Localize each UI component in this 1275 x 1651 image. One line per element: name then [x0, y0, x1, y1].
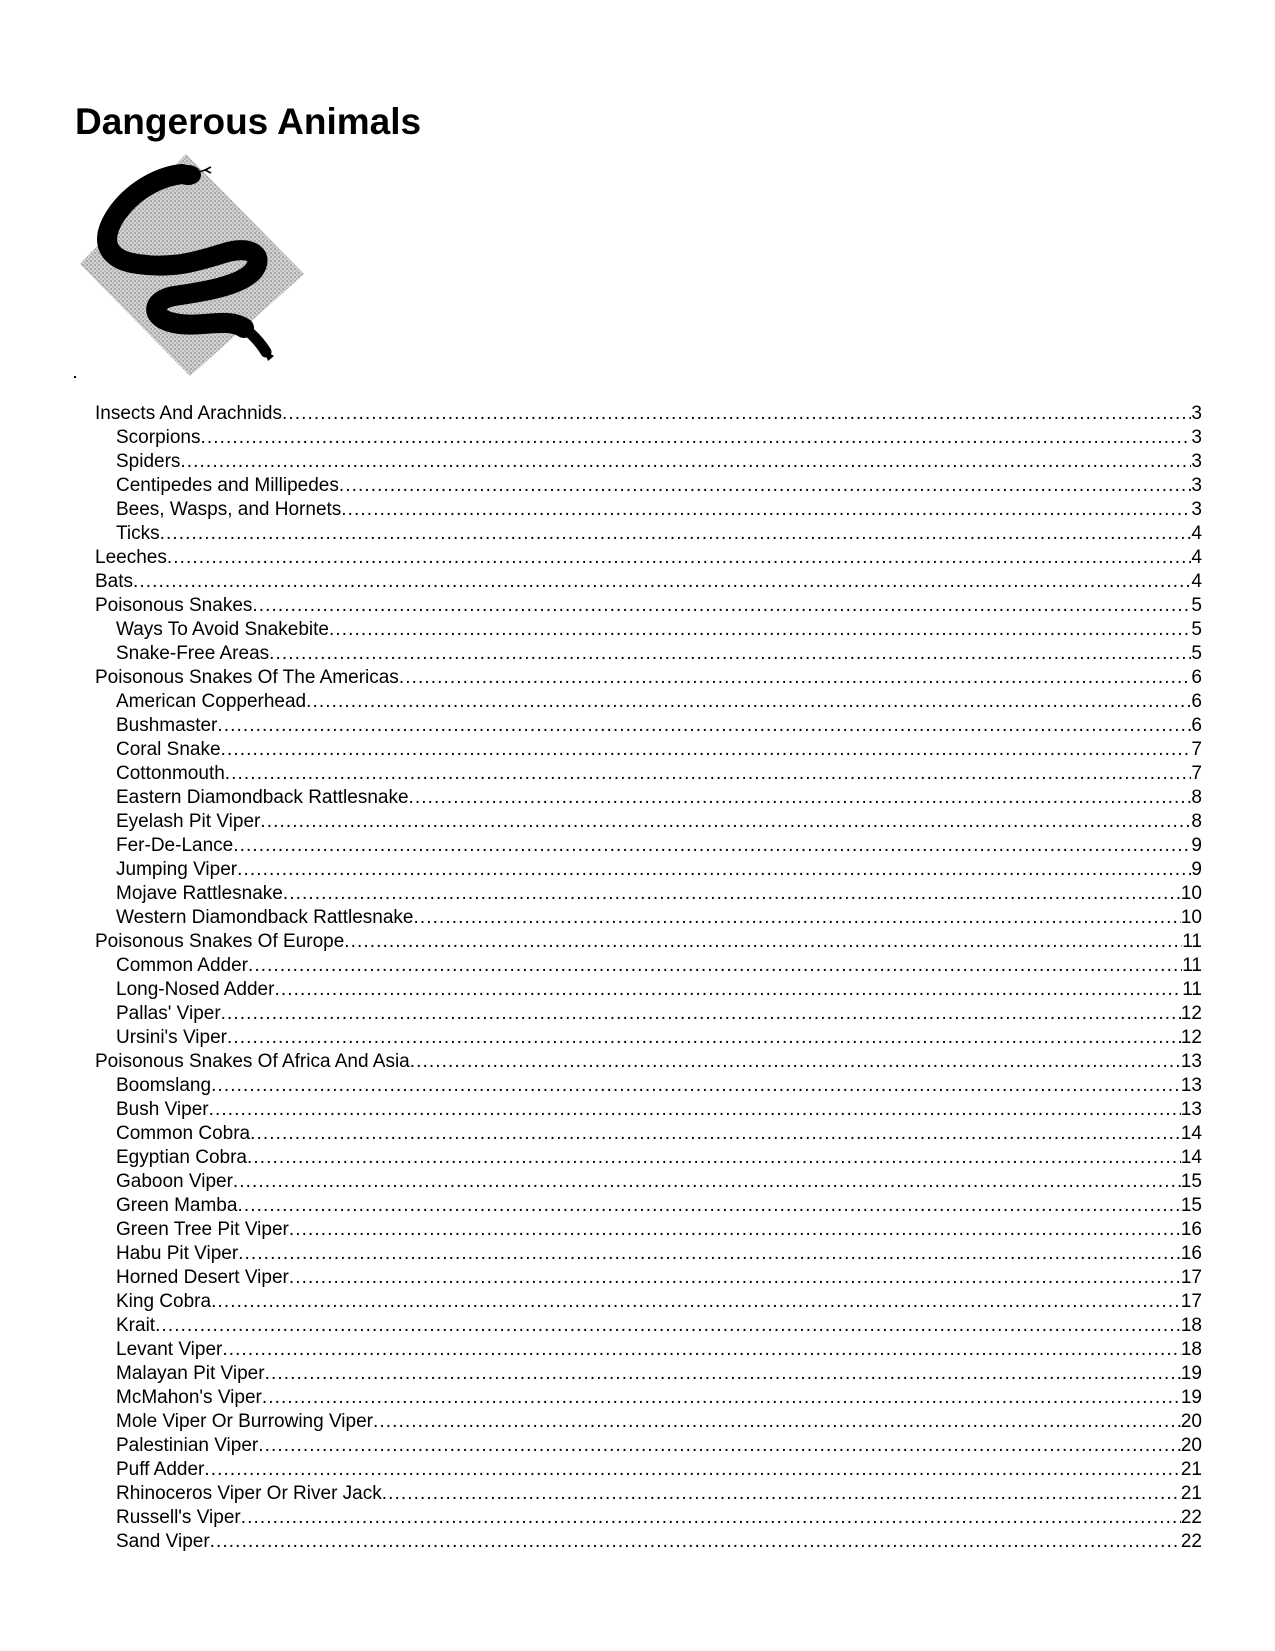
- toc-entry[interactable]: [95, 642, 1202, 666]
- toc-entry[interactable]: [95, 1530, 1202, 1554]
- toc-entry[interactable]: [95, 474, 1202, 498]
- toc-entry-page-number: 4: [1191, 571, 1202, 592]
- toc-entry-label: Jumping Viper: [116, 859, 238, 880]
- toc-dot-leader: [155, 1314, 1181, 1338]
- toc-entry[interactable]: [95, 1386, 1202, 1410]
- stray-mark: [74, 376, 76, 378]
- toc-dot-leader: [211, 1074, 1181, 1098]
- toc-entry-page-number: 16: [1180, 1243, 1202, 1264]
- toc-entry[interactable]: [95, 1314, 1202, 1338]
- toc-entry[interactable]: [95, 1074, 1202, 1098]
- toc-dot-leader: [413, 906, 1180, 930]
- toc-entry-label: Eastern Diamondback Rattlesnake: [116, 787, 409, 808]
- toc-entry[interactable]: [95, 1410, 1202, 1434]
- toc-entry-label: Gaboon Viper: [116, 1171, 233, 1192]
- toc-entry[interactable]: [95, 1482, 1202, 1506]
- toc-dot-leader: [258, 1434, 1181, 1458]
- toc-entry-page-number: 12: [1180, 1003, 1202, 1024]
- toc-entry[interactable]: [95, 1362, 1202, 1386]
- toc-dot-leader: [204, 1458, 1180, 1482]
- toc-entry-label: American Copperhead: [116, 691, 307, 712]
- toc-entry-page-number: 11: [1182, 955, 1202, 976]
- toc-dot-leader: [211, 1290, 1181, 1314]
- toc-entry-label: Poisonous Snakes: [95, 595, 253, 616]
- toc-entry-page-number: 5: [1191, 595, 1202, 616]
- toc-entry-label: Common Cobra: [116, 1123, 251, 1144]
- toc-entry[interactable]: [95, 1050, 1202, 1074]
- toc-entry-page-number: 11: [1182, 979, 1202, 1000]
- toc-entry[interactable]: [95, 546, 1202, 570]
- toc-dot-leader: [237, 1194, 1180, 1218]
- toc-dot-leader: [238, 1242, 1181, 1266]
- toc-entry-label: Green Mamba: [116, 1195, 238, 1216]
- toc-entry-page-number: 3: [1191, 499, 1202, 520]
- toc-entry-page-number: 22: [1180, 1507, 1202, 1528]
- toc-entry[interactable]: [95, 618, 1202, 642]
- toc-entry[interactable]: [95, 402, 1202, 426]
- toc-entry-label: Ursini's Viper: [116, 1027, 227, 1048]
- toc-dot-leader: [133, 570, 1191, 594]
- toc-dot-leader: [382, 1482, 1181, 1506]
- toc-entry[interactable]: [95, 666, 1202, 690]
- toc-entry[interactable]: [95, 1218, 1202, 1242]
- toc-entry-label: Bush Viper: [116, 1099, 209, 1120]
- toc-dot-leader: [410, 1050, 1181, 1074]
- toc-entry-label: Scorpions: [116, 427, 201, 448]
- toc-entry-page-number: 6: [1191, 715, 1202, 736]
- toc-dot-leader: [409, 786, 1192, 810]
- toc-dot-leader: [274, 978, 1182, 1002]
- toc-entry[interactable]: [95, 834, 1202, 858]
- toc-entry-label: Insects And Arachnids: [95, 403, 282, 424]
- toc-entry-label: Malayan Pit Viper: [116, 1363, 265, 1384]
- toc-entry-page-number: 3: [1191, 451, 1202, 472]
- toc-entry[interactable]: [95, 858, 1202, 882]
- toc-entry-label: King Cobra: [116, 1291, 212, 1312]
- toc-entry[interactable]: [95, 1338, 1202, 1362]
- toc-entry[interactable]: [95, 810, 1202, 834]
- toc-entry-label: Krait: [116, 1315, 156, 1336]
- toc-entry-label: Bats: [95, 571, 134, 592]
- toc-entry-label: Sand Viper: [116, 1531, 210, 1552]
- toc-entry-label: McMahon's Viper: [116, 1387, 262, 1408]
- toc-entry[interactable]: [95, 714, 1202, 738]
- toc-entry-label: Rhinoceros Viper Or River Jack: [116, 1483, 382, 1504]
- toc-dot-leader: [289, 1266, 1181, 1290]
- toc-entry-page-number: 4: [1191, 523, 1202, 544]
- toc-entry-page-number: 22: [1180, 1531, 1202, 1552]
- toc-dot-leader: [221, 1002, 1181, 1026]
- toc-entry-page-number: 19: [1180, 1387, 1202, 1408]
- toc-entry-label: Leeches: [95, 547, 167, 568]
- page-title: Dangerous Animals: [75, 101, 422, 142]
- toc-entry-page-number: 13: [1180, 1051, 1202, 1072]
- toc-entry-label: Puff Adder: [116, 1459, 205, 1480]
- toc-entry-label: Bees, Wasps, and Hornets: [116, 499, 342, 520]
- toc-dot-leader: [210, 1530, 1181, 1554]
- toc-dot-leader: [260, 810, 1191, 834]
- toc-dot-leader: [160, 522, 1192, 546]
- toc-dot-leader: [221, 738, 1192, 762]
- toc-entry-label: Boomslang: [116, 1075, 212, 1096]
- toc-entry[interactable]: [95, 1098, 1202, 1122]
- toc-entry-label: Coral Snake: [116, 739, 221, 760]
- table-of-contents: [95, 402, 1202, 1554]
- toc-entry[interactable]: [95, 786, 1202, 810]
- toc-entry-label: Centipedes and Millipedes: [116, 475, 339, 496]
- toc-entry[interactable]: [95, 978, 1202, 1002]
- toc-entry[interactable]: [95, 906, 1202, 930]
- toc-dot-leader: [233, 1170, 1181, 1194]
- toc-entry[interactable]: [95, 450, 1202, 474]
- toc-entry-page-number: 20: [1180, 1411, 1202, 1432]
- toc-dot-leader: [339, 474, 1192, 498]
- toc-entry-label: Poisonous Snakes Of The Americas: [95, 667, 399, 688]
- toc-entry-page-number: 3: [1191, 403, 1202, 424]
- toc-entry-label: Snake-Free Areas: [116, 643, 270, 664]
- snake-icon: [78, 152, 306, 378]
- toc-entry-page-number: 9: [1191, 835, 1202, 856]
- toc-entry[interactable]: [95, 954, 1202, 978]
- toc-entry-label: Habu Pit Viper: [116, 1243, 239, 1264]
- toc-dot-leader: [373, 1410, 1181, 1434]
- toc-entry-label: Poisonous Snakes Of Africa And Asia: [95, 1051, 410, 1072]
- toc-dot-leader: [222, 1338, 1181, 1362]
- toc-entry-label: Spiders: [116, 451, 181, 472]
- toc-entry[interactable]: [95, 570, 1202, 594]
- toc-dot-leader: [289, 1218, 1181, 1242]
- toc-entry-page-number: 17: [1180, 1267, 1202, 1288]
- toc-entry[interactable]: [95, 1434, 1202, 1458]
- toc-entry[interactable]: [95, 1002, 1202, 1026]
- toc-entry-page-number: 5: [1191, 619, 1202, 640]
- toc-entry-label: Common Adder: [116, 955, 249, 976]
- toc-dot-leader: [252, 594, 1191, 618]
- toc-dot-leader: [180, 450, 1191, 474]
- toc-dot-leader: [306, 690, 1191, 714]
- toc-entry-page-number: 21: [1180, 1459, 1202, 1480]
- toc-entry[interactable]: [95, 1170, 1202, 1194]
- toc-dot-leader: [262, 1386, 1181, 1410]
- toc-entry-page-number: 14: [1180, 1123, 1202, 1144]
- toc-dot-leader: [201, 426, 1192, 450]
- toc-entry-page-number: 8: [1191, 787, 1202, 808]
- toc-entry-page-number: 10: [1180, 907, 1202, 928]
- toc-entry-page-number: 19: [1180, 1363, 1202, 1384]
- toc-dot-leader: [250, 1122, 1181, 1146]
- toc-entry-label: Eyelash Pit Viper: [116, 811, 261, 832]
- toc-entry-page-number: 13: [1180, 1099, 1202, 1120]
- toc-entry-page-number: 10: [1180, 883, 1202, 904]
- toc-entry-page-number: 6: [1191, 667, 1202, 688]
- toc-entry[interactable]: [95, 1506, 1202, 1530]
- toc-entry-label: Ticks: [116, 523, 160, 544]
- toc-dot-leader: [329, 618, 1191, 642]
- toc-entry-label: Horned Desert Viper: [116, 1267, 289, 1288]
- toc-entry-label: Russell's Viper: [116, 1507, 241, 1528]
- toc-entry-page-number: 7: [1191, 763, 1202, 784]
- toc-entry-page-number: 11: [1182, 931, 1202, 952]
- toc-entry-page-number: 3: [1191, 475, 1202, 496]
- toc-entry[interactable]: [95, 690, 1202, 714]
- toc-entry-page-number: 7: [1191, 739, 1202, 760]
- toc-entry-label: Mole Viper Or Burrowing Viper: [116, 1411, 373, 1432]
- toc-entry[interactable]: [95, 426, 1202, 450]
- toc-entry-label: Bushmaster: [116, 715, 218, 736]
- toc-entry-page-number: 12: [1180, 1027, 1202, 1048]
- toc-dot-leader: [341, 498, 1191, 522]
- toc-dot-leader: [217, 714, 1191, 738]
- toc-entry-page-number: 21: [1180, 1483, 1202, 1504]
- toc-entry-label: Levant Viper: [116, 1339, 223, 1360]
- toc-entry-page-number: 6: [1191, 691, 1202, 712]
- toc-entry[interactable]: [95, 1026, 1202, 1050]
- toc-entry-page-number: 14: [1180, 1147, 1202, 1168]
- toc-entry-page-number: 4: [1191, 547, 1202, 568]
- toc-entry-page-number: 9: [1191, 859, 1202, 880]
- toc-entry-label: Cottonmouth: [116, 763, 225, 784]
- toc-dot-leader: [225, 762, 1192, 786]
- toc-entry-label: Poisonous Snakes Of Europe: [95, 931, 345, 952]
- toc-dot-leader: [227, 1026, 1181, 1050]
- toc-dot-leader: [399, 666, 1192, 690]
- toc-entry[interactable]: [95, 594, 1202, 618]
- toc-entry[interactable]: [95, 1458, 1202, 1482]
- toc-entry-page-number: 17: [1180, 1291, 1202, 1312]
- toc-entry-page-number: 8: [1191, 811, 1202, 832]
- toc-entry[interactable]: [95, 1290, 1202, 1314]
- toc-entry[interactable]: [95, 762, 1202, 786]
- toc-entry-label: Fer-De-Lance: [116, 835, 234, 856]
- toc-entry-label: Pallas' Viper: [116, 1003, 221, 1024]
- toc-entry-label: Mojave Rattlesnake: [116, 883, 283, 904]
- toc-entry-label: Ways To Avoid Snakebite: [116, 619, 329, 640]
- toc-entry-page-number: 5: [1191, 643, 1202, 664]
- toc-dot-leader: [282, 402, 1191, 426]
- toc-entry-label: Long-Nosed Adder: [116, 979, 275, 1000]
- toc-entry[interactable]: [95, 498, 1202, 522]
- toc-entry[interactable]: [95, 1146, 1202, 1170]
- toc-entry-label: Egyptian Cobra: [116, 1147, 247, 1168]
- toc-entry[interactable]: [95, 930, 1202, 954]
- toc-entry[interactable]: [95, 1266, 1202, 1290]
- toc-entry[interactable]: [95, 882, 1202, 906]
- toc-entry-label: Palestinian Viper: [116, 1435, 259, 1456]
- toc-entry[interactable]: [95, 1194, 1202, 1218]
- toc-dot-leader: [247, 1146, 1181, 1170]
- toc-entry[interactable]: [95, 738, 1202, 762]
- toc-entry[interactable]: [95, 1242, 1202, 1266]
- toc-dot-leader: [265, 1362, 1181, 1386]
- toc-entry-page-number: 3: [1191, 427, 1202, 448]
- toc-dot-leader: [283, 882, 1181, 906]
- toc-entry-label: Western Diamondback Rattlesnake: [116, 907, 414, 928]
- toc-entry-page-number: 15: [1180, 1195, 1202, 1216]
- toc-entry-page-number: 16: [1180, 1219, 1202, 1240]
- toc-entry[interactable]: [95, 1122, 1202, 1146]
- toc-entry[interactable]: [95, 522, 1202, 546]
- toc-entry-page-number: 18: [1180, 1315, 1202, 1336]
- toc-dot-leader: [167, 546, 1192, 570]
- toc-dot-leader: [269, 642, 1191, 666]
- toc-dot-leader: [209, 1098, 1181, 1122]
- toc-dot-leader: [241, 1506, 1181, 1530]
- toc-entry-page-number: 13: [1180, 1075, 1202, 1096]
- toc-dot-leader: [344, 930, 1182, 954]
- toc-entry-page-number: 15: [1180, 1171, 1202, 1192]
- toc-entry-label: Green Tree Pit Viper: [116, 1219, 289, 1240]
- toc-entry-page-number: 20: [1180, 1435, 1202, 1456]
- toc-entry-page-number: 18: [1180, 1339, 1202, 1360]
- toc-dot-leader: [248, 954, 1182, 978]
- toc-dot-leader: [237, 858, 1191, 882]
- toc-dot-leader: [233, 834, 1191, 858]
